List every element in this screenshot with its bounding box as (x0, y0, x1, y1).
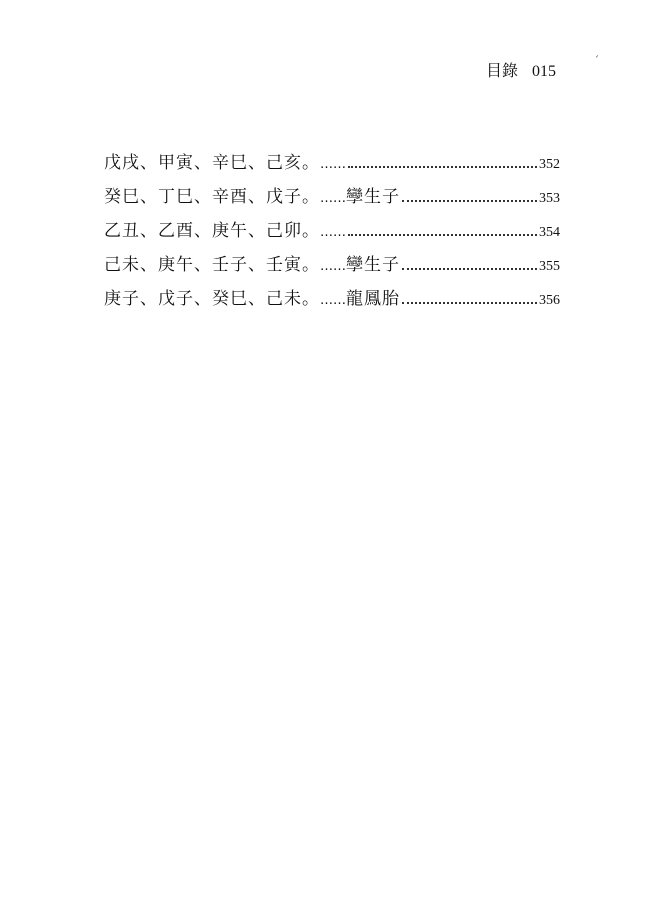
dot-leader (402, 302, 537, 304)
toc-entry: 癸巳、丁巳、辛酉、戊子。 (104, 187, 320, 207)
toc-page-number: 356 (539, 293, 560, 308)
toc-ellipsis: …… (320, 191, 346, 206)
toc-entry: 庚子、戊子、癸巳、己未。 (104, 289, 320, 309)
toc-page-number: 352 (539, 157, 560, 172)
toc-entry: 己未、庚午、壬子、壬寅。 (104, 255, 320, 275)
dot-leader (402, 268, 537, 270)
toc-page-number: 355 (539, 259, 560, 274)
toc-ellipsis: …… (320, 293, 346, 308)
dot-leader (348, 166, 537, 168)
margin-mark: ˊ (594, 56, 599, 67)
toc-entry: 乙丑、乙酉、庚午、己卯。 (104, 221, 320, 241)
table-of-contents (104, 148, 560, 318)
toc-ellipsis: …… (320, 225, 346, 240)
section-title: 目錄 (486, 61, 519, 80)
toc-ellipsis: …… (320, 157, 346, 172)
dot-leader (348, 234, 537, 236)
toc-entry: 戊戌、甲寅、辛巳、己亥。 (104, 153, 320, 173)
toc-ellipsis: …… (320, 259, 346, 274)
toc-note: 孿生子 (346, 187, 400, 207)
toc-row[interactable] (104, 182, 560, 216)
toc-row[interactable] (104, 216, 560, 250)
toc-note: 龍鳳胎 (346, 289, 400, 309)
toc-page-number: 353 (539, 191, 560, 206)
toc-row[interactable] (104, 148, 560, 182)
toc-row[interactable] (104, 250, 560, 284)
page-number: 015 (532, 63, 557, 80)
toc-row[interactable] (104, 284, 560, 318)
toc-page-number: 354 (539, 225, 560, 240)
dot-leader (402, 200, 537, 202)
running-header (486, 56, 599, 81)
toc-note: 孿生子 (346, 255, 400, 275)
